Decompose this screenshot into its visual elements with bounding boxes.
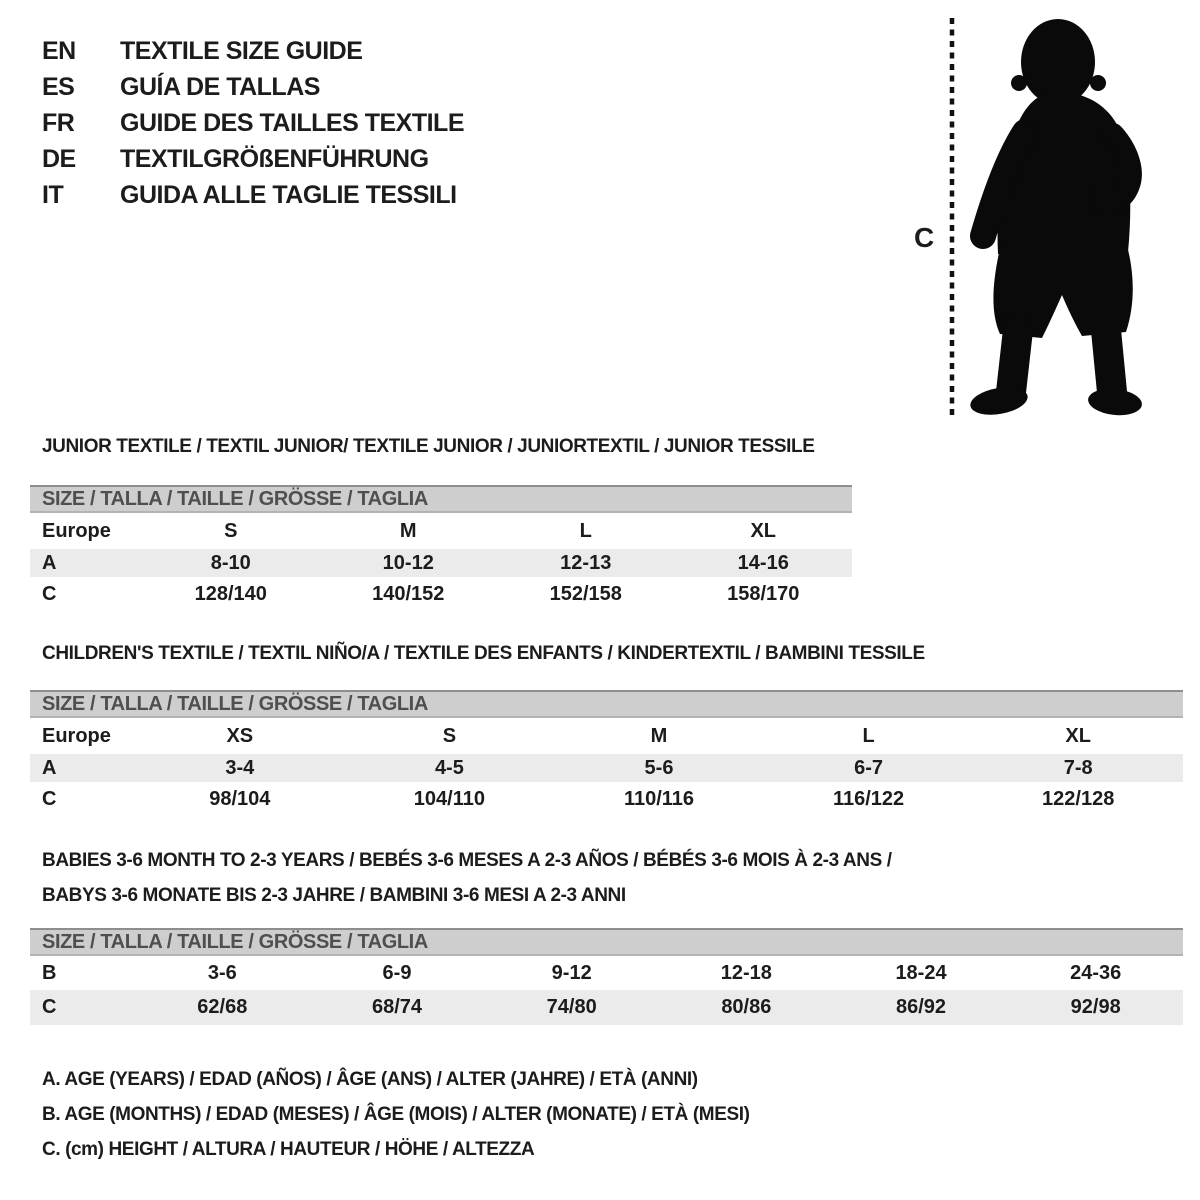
language-title: TEXTILGRÖßENFÜHRUNG xyxy=(120,144,429,173)
language-row xyxy=(42,33,464,69)
babies-size-table xyxy=(30,928,1183,1025)
row-label: Europe xyxy=(42,519,111,542)
value-cell: 92/98 xyxy=(1070,996,1121,1018)
value-cell: 110/116 xyxy=(623,788,695,810)
size-cell: XL xyxy=(1065,724,1091,747)
language-title: TEXTILE SIZE GUIDE xyxy=(120,36,363,65)
table-row xyxy=(30,549,852,577)
table-row xyxy=(30,782,1183,817)
table-row xyxy=(30,718,1183,754)
language-code: IT xyxy=(42,180,64,209)
value-cell: 98/104 xyxy=(209,788,271,810)
value-cell: 74/80 xyxy=(546,996,597,1018)
table-header-size: SIZE / TALLA / TAILLE / GRÖSSE / TAGLIA xyxy=(30,485,852,513)
size-cell: M xyxy=(399,519,417,542)
row-label: C xyxy=(42,788,57,810)
value-cell: 62/68 xyxy=(197,996,248,1018)
value-cell: 14-16 xyxy=(737,551,789,574)
value-cell: 7-8 xyxy=(1063,756,1093,779)
baby-silhouette-icon xyxy=(968,19,1143,419)
table-row xyxy=(30,956,1183,990)
measure-label: C xyxy=(914,222,935,253)
language-code: ES xyxy=(42,72,75,101)
size-cell: S xyxy=(442,724,457,747)
size-cell: M xyxy=(650,724,668,747)
value-cell: 128/140 xyxy=(194,583,267,605)
row-label: C xyxy=(42,996,57,1018)
value-cell: 12-13 xyxy=(560,551,612,574)
section-title-babies-line1: BABIES 3-6 MONTH TO 2-3 YEARS / BEBÉS 3-6 MESES A 2-3 AÑOS / BÉBÉS 3-6 MOIS À 2-3 ANS / xyxy=(42,850,892,871)
size-cell: XS xyxy=(226,724,254,747)
value-cell: 6-9 xyxy=(382,961,412,984)
children-size-table xyxy=(30,690,1183,817)
row-label: Europe xyxy=(42,724,111,747)
value-cell: 4-5 xyxy=(434,756,464,779)
language-row xyxy=(42,141,464,177)
language-code: EN xyxy=(42,36,76,65)
value-cell: 122/128 xyxy=(1042,788,1115,810)
table-row xyxy=(30,990,1183,1025)
value-cell: 104/110 xyxy=(413,788,485,810)
value-cell: 12-18 xyxy=(720,961,772,984)
value-cell: 3-4 xyxy=(225,756,255,779)
section-title-junior: JUNIOR TEXTILE / TEXTIL JUNIOR/ TEXTILE JUNIOR / JUNIORTEXTIL / JUNIOR TESSILE xyxy=(42,436,815,457)
language-row xyxy=(42,105,464,141)
value-cell: 158/170 xyxy=(727,583,800,605)
language-title: GUÍA DE TALLAS xyxy=(120,72,320,101)
language-row xyxy=(42,177,464,213)
size-cell: L xyxy=(862,724,875,747)
value-cell: 152/158 xyxy=(549,583,622,605)
value-cell: 68/74 xyxy=(371,996,423,1018)
table-row xyxy=(30,754,1183,782)
value-cell: 5-6 xyxy=(644,756,674,779)
value-cell: 10-12 xyxy=(382,551,434,574)
value-cell: 9-12 xyxy=(551,961,592,984)
value-cell: 3-6 xyxy=(207,961,237,984)
section-title-babies-line2: BABYS 3-6 MONATE BIS 2-3 JAHRE / BAMBINI 3-6 MESI A 2-3 ANNI xyxy=(42,885,626,906)
row-label: B xyxy=(42,961,57,984)
value-cell: 18-24 xyxy=(895,961,947,984)
value-cell: 80/86 xyxy=(721,996,772,1018)
language-code: DE xyxy=(42,144,76,173)
table-header-size: SIZE / TALLA / TAILLE / GRÖSSE / TAGLIA xyxy=(30,928,1183,956)
value-cell: 140/152 xyxy=(372,583,445,605)
language-code: FR xyxy=(42,108,75,137)
row-label: C xyxy=(42,583,57,605)
legend-line-c: C. (cm) HEIGHT / ALTURA / HAUTEUR / HÖHE / ALTEZZA xyxy=(42,1139,535,1160)
measure-legend xyxy=(42,1069,750,1174)
table-row xyxy=(30,577,852,612)
language-row xyxy=(42,69,464,105)
value-cell: 86/92 xyxy=(895,996,947,1018)
size-cell: L xyxy=(579,519,592,542)
value-cell: 24-36 xyxy=(1070,961,1122,984)
table-header-size: SIZE / TALLA / TAILLE / GRÖSSE / TAGLIA xyxy=(30,690,1183,718)
row-label: A xyxy=(42,551,57,574)
section-title-children: CHILDREN'S TEXTILE / TEXTIL NIÑO/A / TEXTILE DES ENFANTS / KINDERTEXTIL / BAMBINI TESSILE xyxy=(42,643,925,664)
baby-height-figure xyxy=(900,0,1200,430)
junior-size-table xyxy=(30,485,852,612)
language-title: GUIDE DES TAILLES TEXTILE xyxy=(120,108,465,137)
value-cell: 8-10 xyxy=(210,551,251,574)
language-title-list xyxy=(42,33,464,213)
size-cell: XL xyxy=(750,519,777,542)
row-label: A xyxy=(42,756,57,779)
value-cell: 116/122 xyxy=(832,788,905,810)
legend-line-b: B. AGE (MONTHS) / EDAD (MESES) / ÂGE (MOIS) / ALTER (MONATE) / ETÀ (MESI) xyxy=(42,1104,750,1125)
language-title: GUIDA ALLE TAGLIE TESSILI xyxy=(120,180,457,209)
legend-line-a: A. AGE (YEARS) / EDAD (AÑOS) / ÂGE (ANS) / ALTER (JAHRE) / ETÀ (ANNI) xyxy=(42,1069,698,1090)
table-row xyxy=(30,513,852,549)
value-cell: 6-7 xyxy=(854,756,884,779)
size-cell: S xyxy=(224,519,238,542)
